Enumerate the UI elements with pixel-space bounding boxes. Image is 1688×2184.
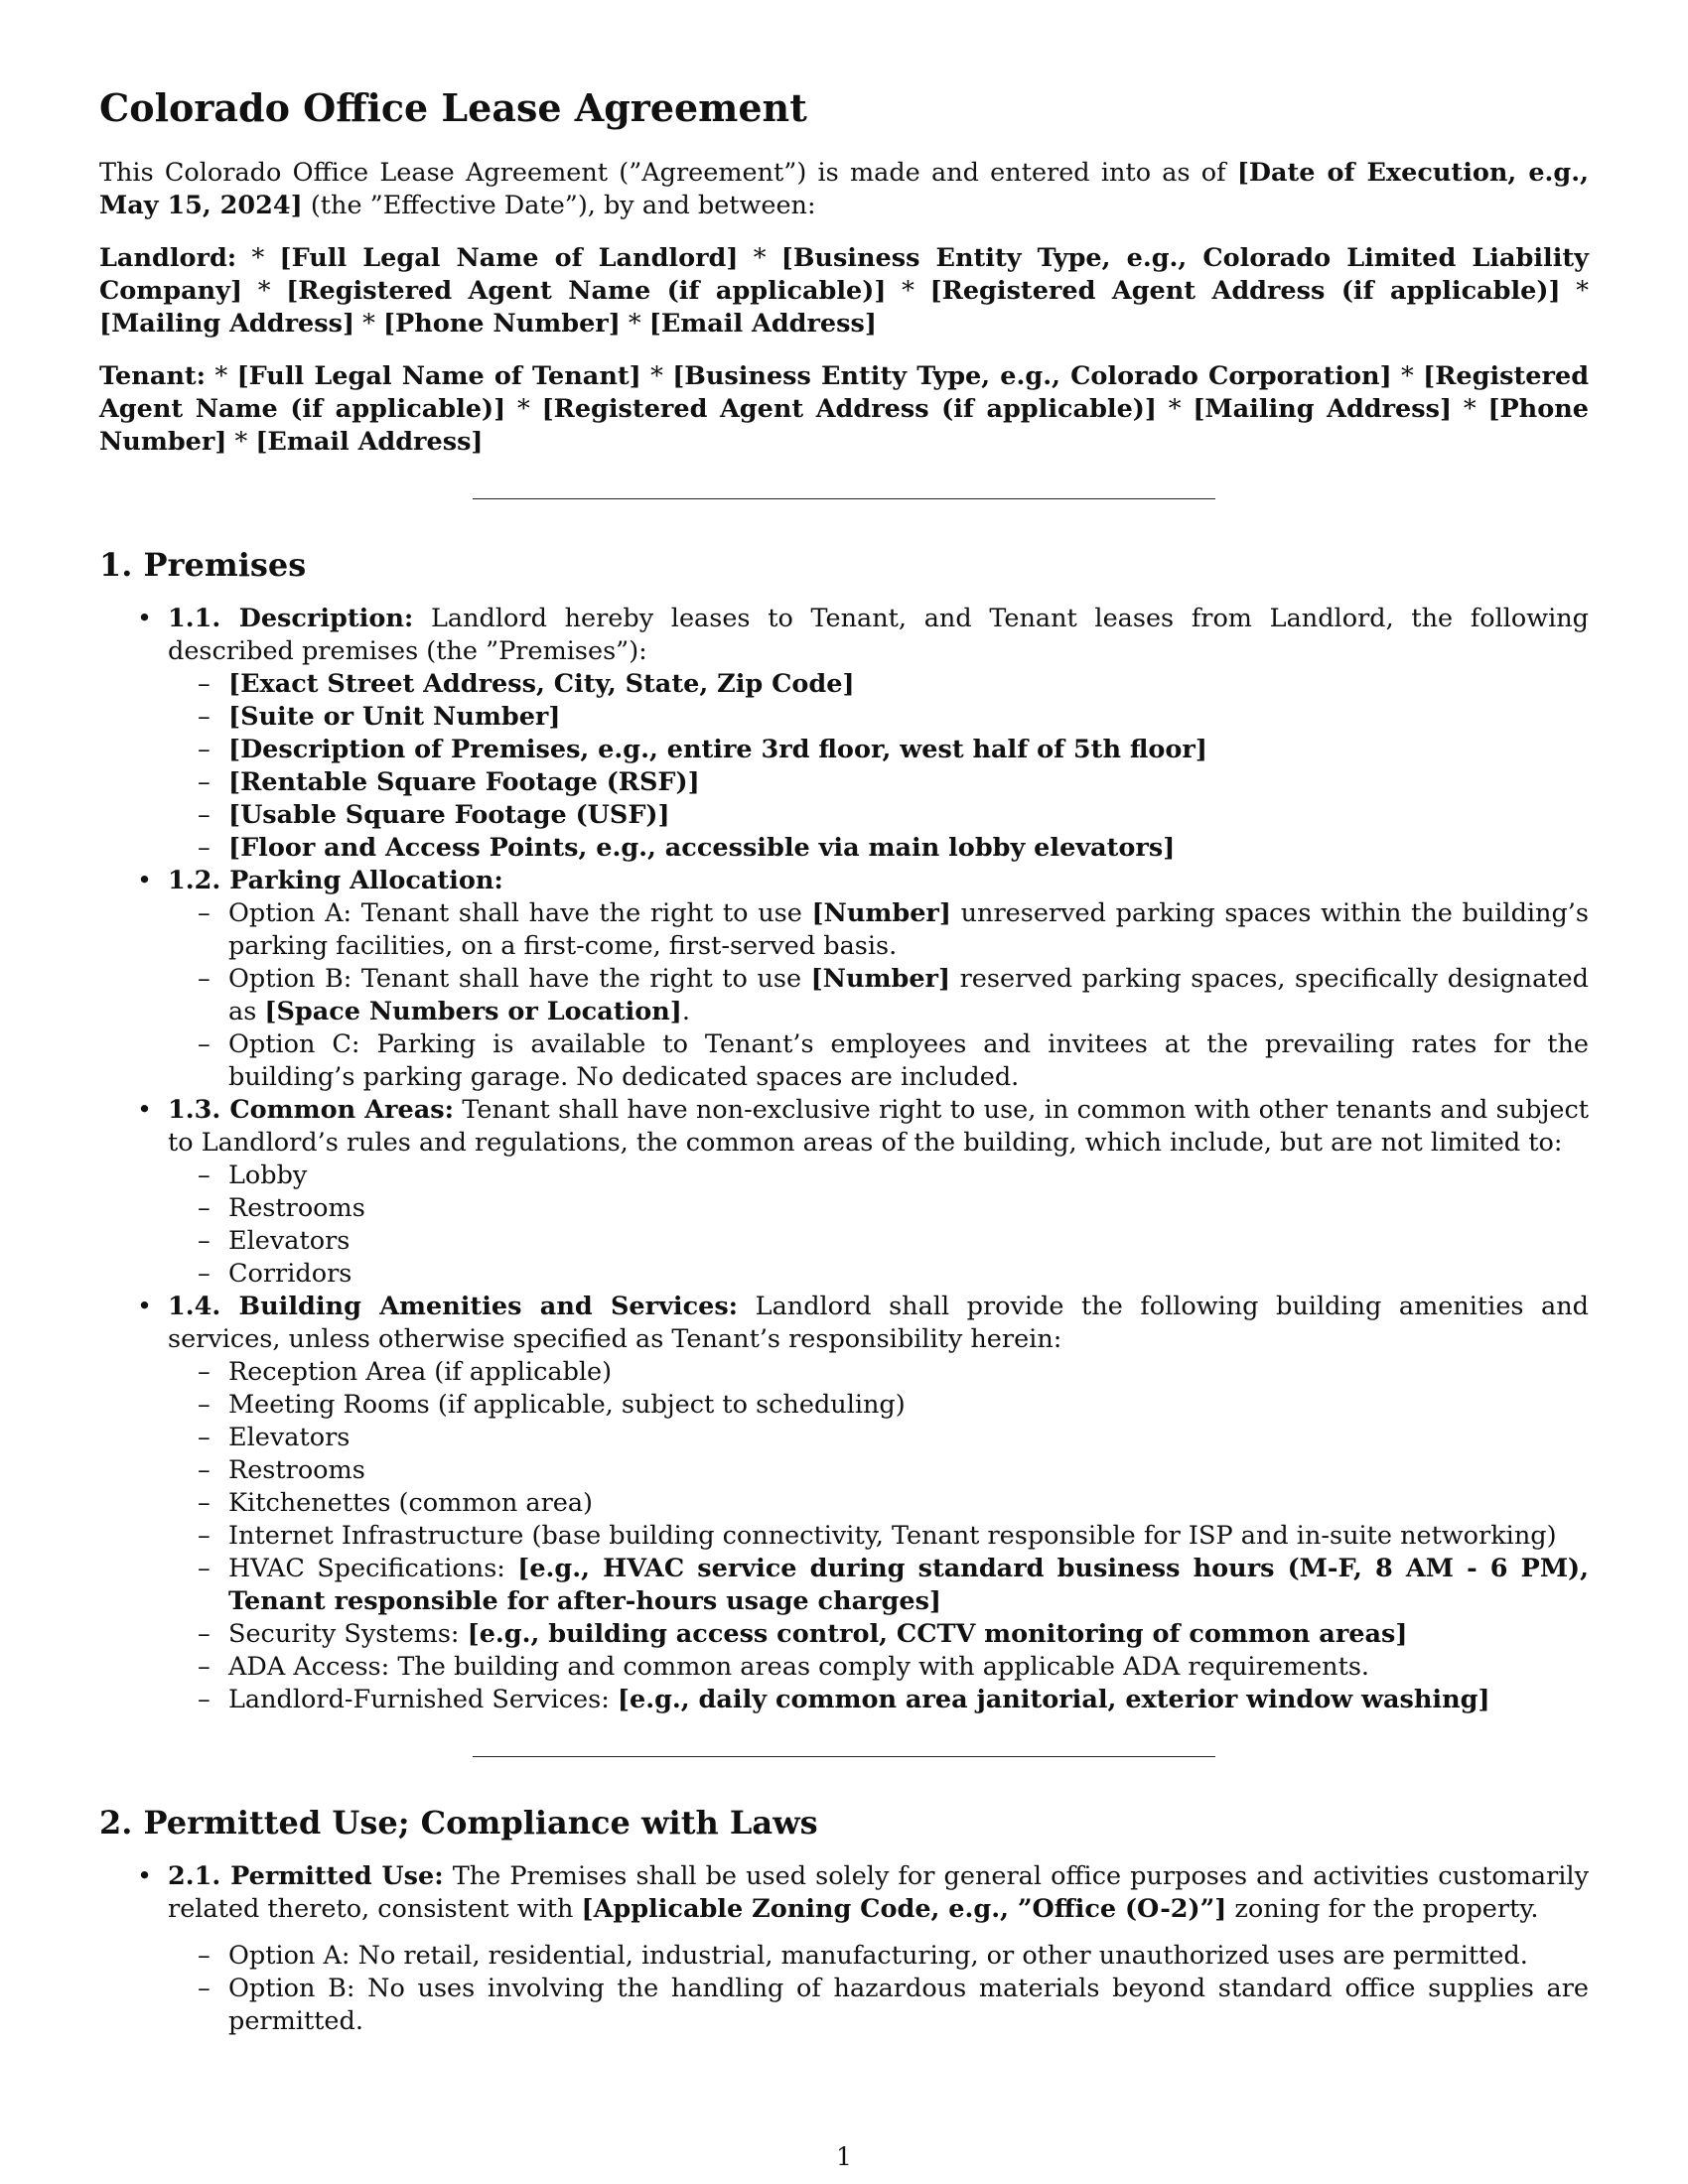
subclause-item: – Lobby: [168, 1160, 1589, 1192]
clause-item: [99, 603, 1589, 865]
intro-paragraph: This Colorado Office Lease Agreement (”Agreement”) is made and entered into as of [Date of Execution, e.g., May 15, 2024] (the ”Effective Date”), by and between:: [99, 158, 1590, 220]
subclause-list: [168, 1940, 1589, 2038]
clause-item: [99, 1860, 1589, 2038]
clause-list: [99, 603, 1589, 1716]
subclause-item: – Security Systems: [e.g., building access control, CCTV monitoring of common areas]: [168, 1618, 1589, 1651]
subclause-item: – Elevators: [168, 1422, 1589, 1454]
section-divider: [473, 498, 1215, 499]
subclause-item: – ADA Access: The building and common areas comply with applicable ADA requirements.: [168, 1651, 1589, 1684]
subclause-list: [168, 897, 1589, 1094]
subclause-item: – Reception Area (if applicable): [168, 1356, 1589, 1389]
subclause-item: – Restrooms: [168, 1454, 1589, 1487]
subclause-item: – Internet Infrastructure (base building connectivity, Tenant responsible for ISP and in-suite networking): [168, 1520, 1589, 1553]
subclause-item: – HVAC Specifications: [e.g., HVAC service during standard business hours (M-F, 8 AM - 6 PM), Tenant responsible for after-hours usage charges]: [168, 1553, 1589, 1618]
subclause-item: – Option A: Tenant shall have the right to use [Number] unreserved parking spaces within the building’s parking facilities, on a first-come, first-served basis.: [168, 897, 1589, 963]
clause-item: [99, 1291, 1589, 1716]
subclause-item: – Option C: Parking is available to Tenant’s employees and invitees at the prevailing rates for the building’s parking garage. No dedicated spaces are included.: [168, 1028, 1589, 1094]
subclause-item: – Meeting Rooms (if applicable, subject to scheduling): [168, 1389, 1589, 1422]
subclause-item: – Elevators: [168, 1225, 1589, 1258]
subclause-item: – Kitchenettes (common area): [168, 1487, 1589, 1520]
section-divider: [473, 1756, 1215, 1757]
clause-text: 1.3. Common Areas: Tenant shall have non-exclusive right to use, in common with other tenants and subject to Landlord’s rules and regulations, the common areas of the building, which include, but are not limited to:: [168, 1095, 1589, 1158]
document-page: [99, 85, 1589, 2038]
subclause-item: – Restrooms: [168, 1192, 1589, 1225]
clause-text: 1.4. Building Amenities and Services: Landlord shall provide the following building amenities and services, unless otherwise specified as Tenant’s responsibility herein:: [168, 1292, 1589, 1354]
subclause-item: – [Rentable Square Footage (RSF)]: [168, 766, 1589, 799]
subclause-item: – [Exact Street Address, City, State, Zip Code]: [168, 668, 1589, 701]
landlord-block: Landlord: * [Full Legal Name of Landlord] * [Business Entity Type, e.g., Colorado Limited Liability Company] * [Registered Agent Name (if applicable)] * [Registered Agent Address (if applicable)] * [Mailing Address] * [Phone Number] * [Email Address]: [99, 243, 1589, 339]
clause-item: [99, 1094, 1589, 1291]
subclause-list: [168, 668, 1589, 865]
subclause-item: – Option B: Tenant shall have the right to use [Number] reserved parking spaces, specifically designated as [Space Numbers or Location].: [168, 963, 1589, 1028]
clause-list: [99, 1860, 1589, 2038]
sections-container: [99, 498, 1589, 2038]
clause-text: 1.2. Parking Allocation:: [168, 866, 503, 895]
tenant-block: Tenant: * [Full Legal Name of Tenant] * [Business Entity Type, e.g., Colorado Corporation] * [Registered Agent Name (if applicable)] * [Registered Agent Address (if applicable)] * [Mailing Address] * [Phone Number] * [Email Address]: [99, 361, 1590, 457]
section-heading: 2. Permitted Use; Compliance with Laws: [99, 1804, 818, 1842]
subclause-item: – Option A: No retail, residential, industrial, manufacturing, or other unauthorized uses are permitted.: [168, 1940, 1589, 1973]
subclause-item: – [Description of Premises, e.g., entire 3rd floor, west half of 5th floor]: [168, 734, 1589, 766]
section-heading: 1. Premises: [99, 546, 307, 584]
clause-item: [99, 865, 1589, 1094]
subclause-item: – [Suite or Unit Number]: [168, 701, 1589, 734]
document-title: Colorado Office Lease Agreement: [99, 85, 807, 130]
subclause-item: – [Usable Square Footage (USF)]: [168, 799, 1589, 832]
subclause-item: – Corridors: [168, 1258, 1589, 1291]
clause-text: 1.1. Description: Landlord hereby leases to Tenant, and Tenant leases from Landlord, the following described premises (the ”Premises”):: [168, 604, 1590, 666]
clause-text: 2.1. Permitted Use: The Premises shall be used solely for general office purposes and activities customarily related thereto, consistent with [Applicable Zoning Code, e.g., ”Office (O-2)”] zoning for the property.: [168, 1861, 1589, 1924]
subclause-list: [168, 1356, 1589, 1716]
subclause-item: – Landlord-Furnished Services: [e.g., daily common area janitorial, exterior window washing]: [168, 1684, 1589, 1716]
subclause-item: – Option B: No uses involving the handling of hazardous materials beyond standard office supplies are permitted.: [168, 1973, 1589, 2038]
page-number: 1: [836, 2142, 852, 2171]
subclause-list: [168, 1160, 1589, 1291]
subclause-item: – [Floor and Access Points, e.g., accessible via main lobby elevators]: [168, 832, 1589, 865]
